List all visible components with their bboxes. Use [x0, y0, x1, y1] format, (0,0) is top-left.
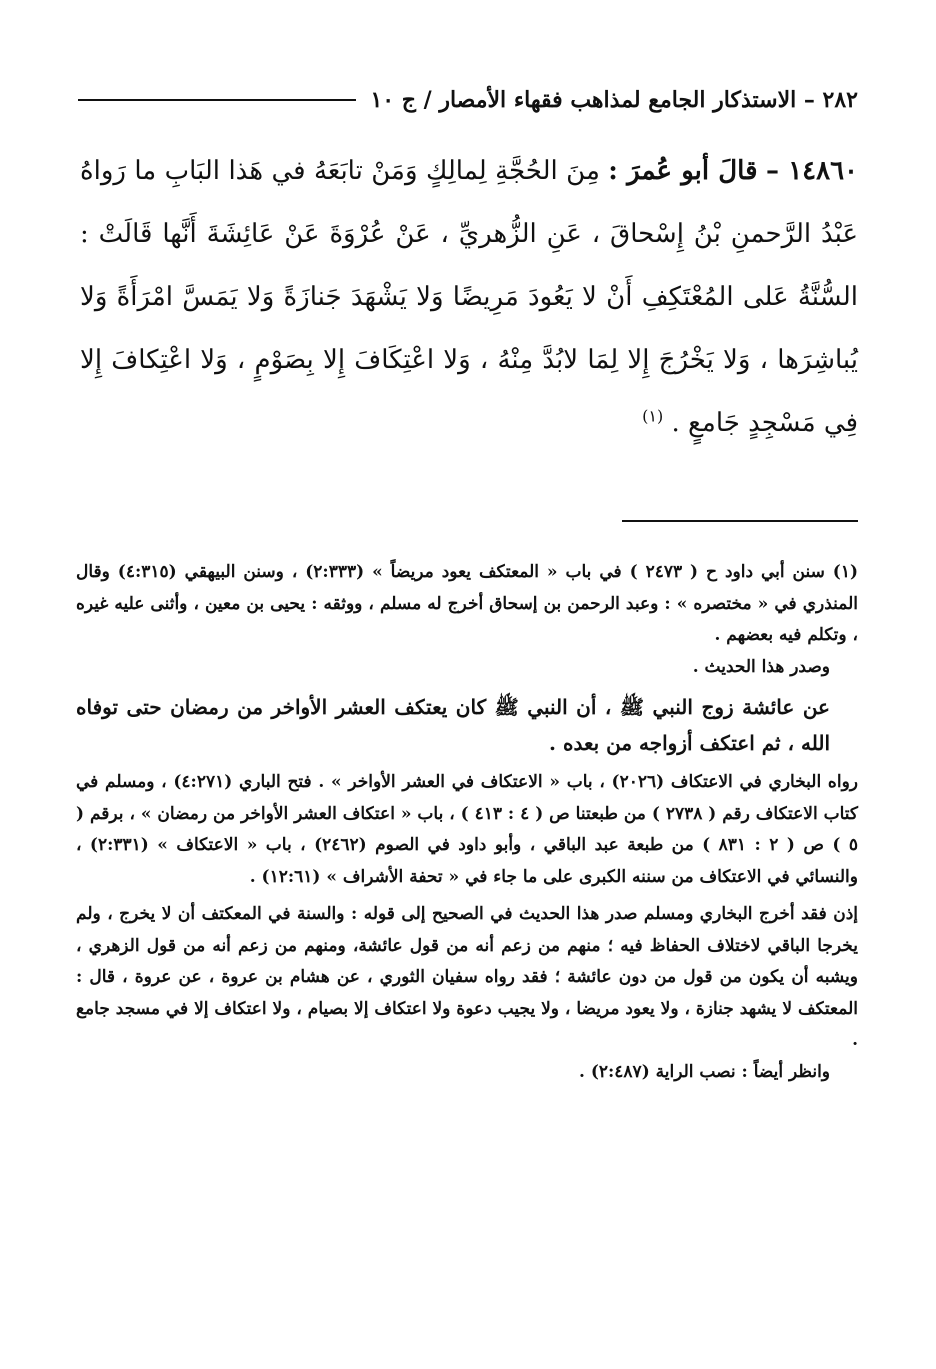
footnote-text: وانظر أيضاً : نصب الراية (٢:٤٨٧) . — [579, 1061, 830, 1082]
footnote-separator — [622, 520, 858, 522]
footnotes-section — [76, 557, 858, 1088]
paragraph-body: مِنَ الحُجَّةِ لِمالِكٍ وَمَنْ تابَعَهُ في هَذا البَابِ ما رَواهُ عَبْدُ الرَّحمنِ بْنُ إِسْحاقَ ، عَنِ الزُّهريِّ ، عَنْ عُرْوَةَ عَنْ عَائِشَةَ أَنَّها قَالَتْ : السُّنَّةُ عَلى المُعْتَكِفِ أَنْ لا يَعُودَ مَرِيضًا وَلا يَشْهَدَ جَنازَةً وَلا يَمَسَّ امْرَأَةً وَلا يُباشِرَها ، وَلا يَخْرُجَ إِلا لِمَا لابُدَّ مِنْهُ ، وَلا اعْتِكَافَ إِلا بِصَوْمٍ ، وَلا اعْتِكافَ إِلا فِي مَسْجِدٍ جَامعٍ . — [80, 156, 858, 438]
footnote-reference: (١) — [642, 406, 664, 426]
hadith-text: عن عائشة زوج النبي ﷺ ، أن النبي ﷺ كان يعتكف العشر الأواخر من رمضان حتى توفاه الله ، ثم اعتكف أزواجه من بعده . — [76, 695, 830, 755]
footnote-text: رواه البخاري في الاعتكاف (٢٠٢٦) ، باب « الاعتكاف في العشر الأواخر » . فتح الباري (٤:٢٧١) ، ومسلم في كتاب الاعتكاف رقم ( ٢٧٣٨ ) من طبعتنا ص ( ٤ : ٤١٣ ) ، باب « اعتكاف العشر الأواخر من رمضان » ، برقم ( ٥ ) ص ( ٢ : ٨٣١ ) من طبعة عبد الباقي ، وأبو داود في الصوم (٢٤٦٢) ، باب « الاعتكاف » (٢:٣٣١) ، والنسائي في الاعتكاف من سننه الكبرى على ما جاء في « تحفة الأشراف » (١٢:٦١) . — [76, 772, 859, 887]
main-paragraph — [80, 140, 858, 455]
footnote-text: وصدر هذا الحديث . — [692, 656, 830, 677]
speaker-attribution: قالَ أبو عُمرَ : — [608, 156, 758, 186]
footnote-text: إذن فقد أخرج البخاري ومسلم صدر هذا الحديث في الصحيح إلى قوله : والسنة في المعكتف أن لا يخرج ، ولم يخرجا الباقي لاختلاف الحفاظ فيه ؛ منهم من زعم أنه من قول عائشة، ومنهم من زعم أنه من قول الزهري ، ويشبه أن يكون من قول من دون عائشة ؛ فقد رواه سفيان الثوري ، عن هشام بن عروة ، عن عروة ، قال : المعتكف لا يشهد جنازة ، ولا يعود مريضا ، ولا يجيب دعوة ولا اعتكاف إلا بصيام ، ولا اعتكاف إلا في مسجد جامع . — [76, 904, 858, 1050]
running-head-text: ٢٨٢ – الاستذكار الجامع لمذاهب فقهاء الأمصار / ج ١٠ — [370, 87, 858, 113]
running-header — [78, 80, 858, 120]
paragraph-number: ١٤٨٦٠ – — [765, 156, 859, 186]
footnote-1: (١) سنن أبي داود ح ( ٢٤٧٣ ) في باب « المعتكف يعود مريضاً » (٢:٣٣٣) ، وسنن البيهقي (٤:٣١٥) وقال المنذري في « مختصره » : وعبد الرحمن بن إسحاق أخرج له مسلم ، ووثقه : يحيى بن معين ، وأثنى عليه غيره ، وتكلم فيه بعضهم . — [76, 562, 858, 645]
header-rule — [78, 99, 356, 101]
